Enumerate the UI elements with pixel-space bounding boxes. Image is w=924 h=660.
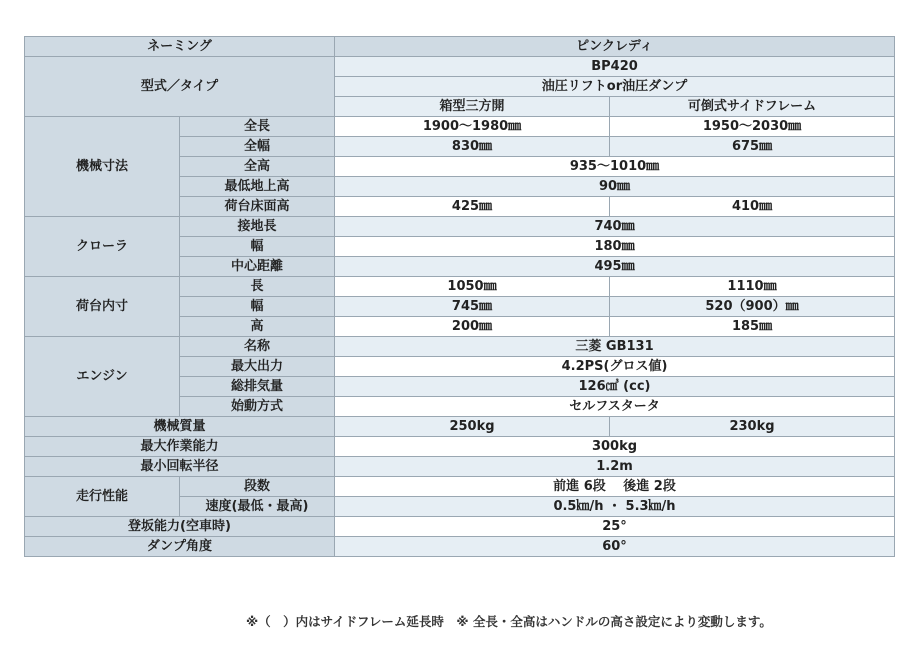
engine-power-label: 最大出力 xyxy=(180,357,335,377)
width-side: 675㎜ xyxy=(610,137,895,157)
row-crawler-contact xyxy=(25,217,895,237)
engine-displacement-label: 総排気量 xyxy=(180,377,335,397)
row-travel-gears xyxy=(25,477,895,497)
bed-height-box: 425㎜ xyxy=(335,197,610,217)
weight-box: 250kg xyxy=(335,417,610,437)
bed-length-label: 長 xyxy=(180,277,335,297)
dump-value: 60° xyxy=(335,537,895,557)
variant-box: 箱型三方開 xyxy=(335,97,610,117)
length-label: 全長 xyxy=(180,117,335,137)
capacity-value: 300kg xyxy=(335,437,895,457)
engine-start-value: セルフスタータ xyxy=(335,397,895,417)
travel-speed-label: 速度(最低・最高) xyxy=(180,497,335,517)
row-weight xyxy=(25,417,895,437)
footnote: ※（ ）内はサイドフレーム延長時 ※ 全長・全高はハンドルの高さ設定により変動します。 xyxy=(246,614,772,629)
height-value: 935〜1010㎜ xyxy=(335,157,895,177)
variant-side: 可倒式サイドフレーム xyxy=(610,97,895,117)
engine-name-value: 三菱 GB131 xyxy=(335,337,895,357)
travel-gears-label: 段数 xyxy=(180,477,335,497)
row-climb xyxy=(25,517,895,537)
row-engine-name xyxy=(25,337,895,357)
crawler-center-label: 中心距離 xyxy=(180,257,335,277)
naming-label: ネーミング xyxy=(25,37,335,57)
width-box: 830㎜ xyxy=(335,137,610,157)
bed-inner-height-label: 高 xyxy=(180,317,335,337)
spec-table xyxy=(24,36,895,557)
naming-value: ピンクレディ xyxy=(335,37,895,57)
group-engine: エンジン xyxy=(25,337,180,417)
bed-inner-height-side: 185㎜ xyxy=(610,317,895,337)
dump-label: ダンプ角度 xyxy=(25,537,335,557)
crawler-width-value: 180㎜ xyxy=(335,237,895,257)
length-side: 1950〜2030㎜ xyxy=(610,117,895,137)
clearance-label: 最低地上高 xyxy=(180,177,335,197)
group-dimensions: 機械寸法 xyxy=(25,117,180,217)
crawler-width-label: 幅 xyxy=(180,237,335,257)
crawler-contact-label: 接地長 xyxy=(180,217,335,237)
row-model xyxy=(25,57,895,77)
clearance-value: 90㎜ xyxy=(335,177,895,197)
travel-gears-value: 前進 6段 後進 2段 xyxy=(335,477,895,497)
bed-length-box: 1050㎜ xyxy=(335,277,610,297)
bed-width-side: 520（900）㎜ xyxy=(610,297,895,317)
engine-start-label: 始動方式 xyxy=(180,397,335,417)
crawler-center-value: 495㎜ xyxy=(335,257,895,277)
turning-value: 1.2m xyxy=(335,457,895,477)
engine-power-value: 4.2PS(グロス値) xyxy=(335,357,895,377)
turning-label: 最小回転半径 xyxy=(25,457,335,477)
row-turning xyxy=(25,457,895,477)
engine-displacement-value: 126㎤ (cc) xyxy=(335,377,895,397)
climb-value: 25° xyxy=(335,517,895,537)
type-value: 油圧リフトor油圧ダンプ xyxy=(335,77,895,97)
weight-label: 機械質量 xyxy=(25,417,335,437)
bed-height-side: 410㎜ xyxy=(610,197,895,217)
climb-label: 登坂能力(空車時) xyxy=(25,517,335,537)
model-label: 型式／タイプ xyxy=(25,57,335,117)
bed-length-side: 1110㎜ xyxy=(610,277,895,297)
row-capacity xyxy=(25,437,895,457)
engine-name-label: 名称 xyxy=(180,337,335,357)
bed-inner-height-box: 200㎜ xyxy=(335,317,610,337)
group-travel: 走行性能 xyxy=(25,477,180,517)
bed-width-box: 745㎜ xyxy=(335,297,610,317)
crawler-contact-value: 740㎜ xyxy=(335,217,895,237)
row-length xyxy=(25,117,895,137)
group-bed: 荷台内寸 xyxy=(25,277,180,337)
height-label: 全高 xyxy=(180,157,335,177)
group-crawler: クローラ xyxy=(25,217,180,277)
row-dump xyxy=(25,537,895,557)
capacity-label: 最大作業能力 xyxy=(25,437,335,457)
row-bed-length xyxy=(25,277,895,297)
width-label: 全幅 xyxy=(180,137,335,157)
length-box: 1900〜1980㎜ xyxy=(335,117,610,137)
model-value: BP420 xyxy=(335,57,895,77)
row-naming xyxy=(25,37,895,57)
bed-width-label: 幅 xyxy=(180,297,335,317)
bed-height-label: 荷台床面高 xyxy=(180,197,335,217)
travel-speed-value: 0.5㎞/h ・ 5.3㎞/h xyxy=(335,497,895,517)
weight-side: 230kg xyxy=(610,417,895,437)
